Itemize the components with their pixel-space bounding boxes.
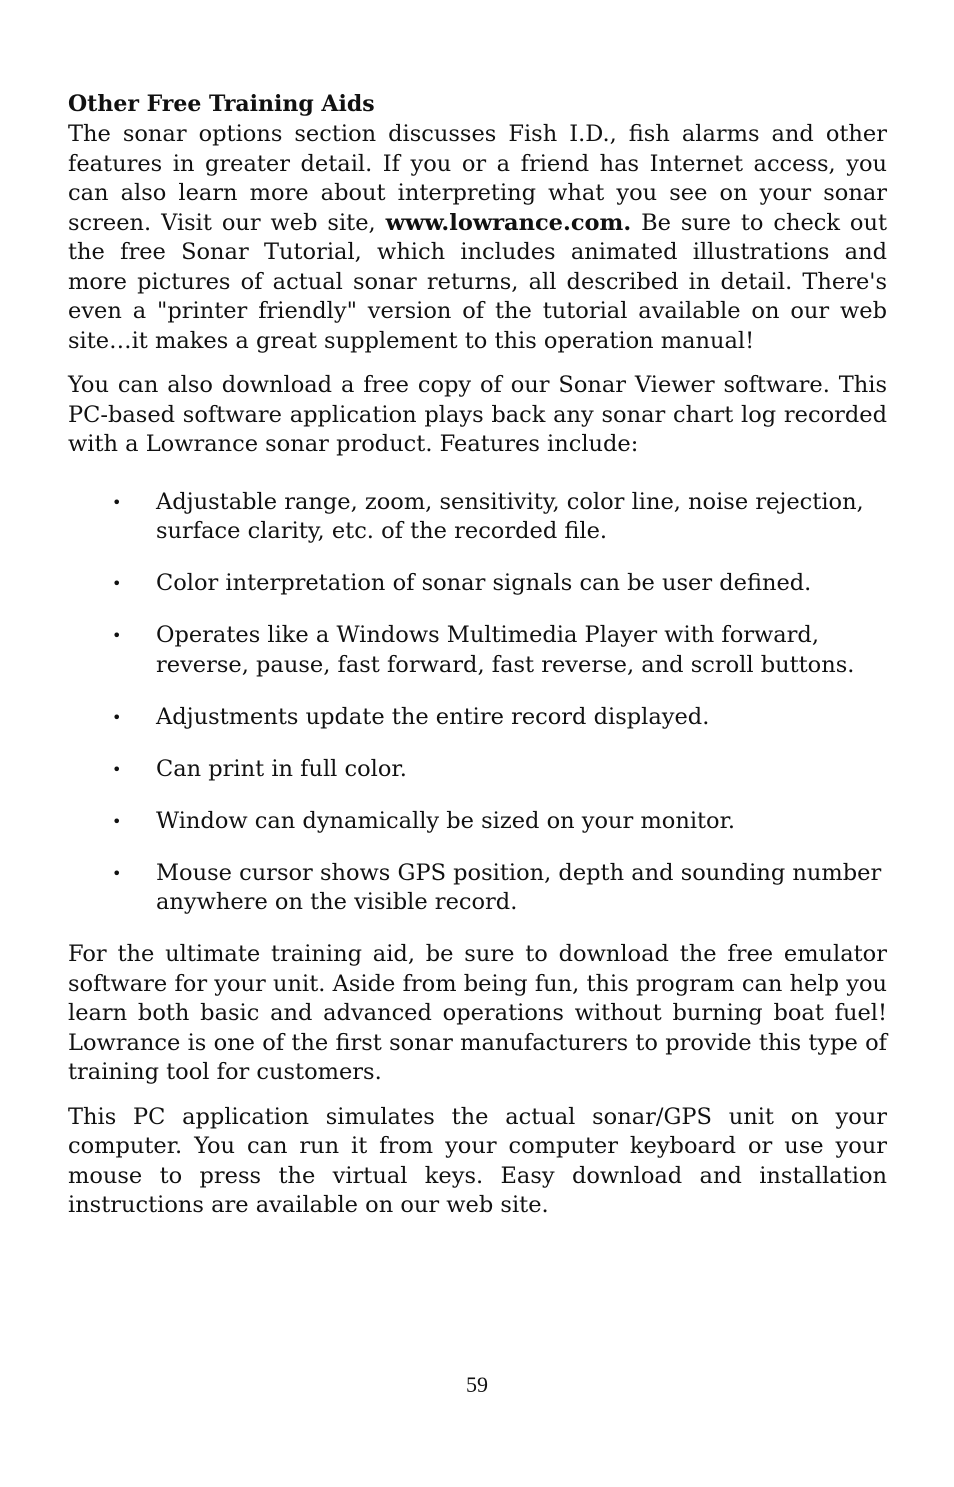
- bullet-icon: •: [112, 626, 122, 645]
- section-heading: Other Free Training Aids: [68, 91, 375, 117]
- intro-paragraph: [68, 120, 887, 356]
- emulator-paragraph: For the ultimate training aid, be sure to download the free emulator software for your unit. Aside from being fun, this program can help you learn both basic and advanced operations without burning boat fuel! Lowrance is one of the first sonar manufacturers to provide this type of training tool for customers.: [68, 941, 887, 1085]
- feature-text: Operates like a Windows Multimedia Player with forward, reverse, pause, fast forward, fast reverse, and scroll buttons.: [156, 622, 855, 678]
- bullet-icon: •: [112, 574, 122, 593]
- feature-text: Window can dynamically be sized on your monitor.: [156, 807, 736, 834]
- list-item: [68, 569, 887, 599]
- feature-text: Adjustable range, zoom, sensitivity, color line, noise rejection, surface clarity, etc. of the recorded file.: [156, 488, 864, 544]
- list-item: [68, 859, 887, 918]
- feature-text: Adjustments update the entire record displayed.: [156, 703, 710, 730]
- pc-application-paragraph: This PC application simulates the actual sonar/GPS unit on your computer. You can run it from your computer keyboard or use your mouse to press the virtual keys. Easy download and installation instructions are available on our web site.: [68, 1103, 887, 1218]
- feature-text: Mouse cursor shows GPS position, depth and sounding number anywhere on the visible record.: [156, 859, 882, 915]
- bullet-icon: •: [112, 811, 122, 831]
- list-item: [68, 703, 887, 733]
- website-link[interactable]: www.lowrance.com.: [385, 209, 632, 236]
- bullet-icon: •: [112, 707, 122, 727]
- feature-text: Color interpretation of sonar signals can be user defined.: [156, 570, 812, 596]
- list-item: [68, 807, 887, 837]
- sonar-viewer-paragraph: You can also download a free copy of our Sonar Viewer software. This PC-based software application plays back any sonar chart log recorded with a Lowrance sonar product. Features include:: [68, 372, 887, 457]
- bullet-icon: •: [112, 863, 122, 883]
- page-content: [68, 88, 887, 1236]
- intro-text-end: Be sure to check out the free Sonar Tutorial, which includes animated illustrations and more pictures of actual sonar returns, all described in detail. There's even a "printer friendly" version of the tutorial available on our web site…it makes a great supplement to this operation manual!: [68, 209, 888, 354]
- list-item: [68, 755, 887, 785]
- intro-text-start: The sonar options section discusses Fish I.D., fish alarms and other features in greater detail. If you or a friend has Internet access, you can also learn more about interpreting what you see on your sonar screen. Visit our web site,: [68, 121, 887, 236]
- feature-list: [68, 488, 887, 918]
- bullet-icon: •: [112, 492, 122, 512]
- bullet-icon: •: [112, 759, 122, 779]
- list-item: [68, 488, 887, 547]
- page-number: 59: [466, 1372, 488, 1397]
- list-item: [68, 621, 887, 680]
- feature-text: Can print in full color.: [156, 755, 407, 782]
